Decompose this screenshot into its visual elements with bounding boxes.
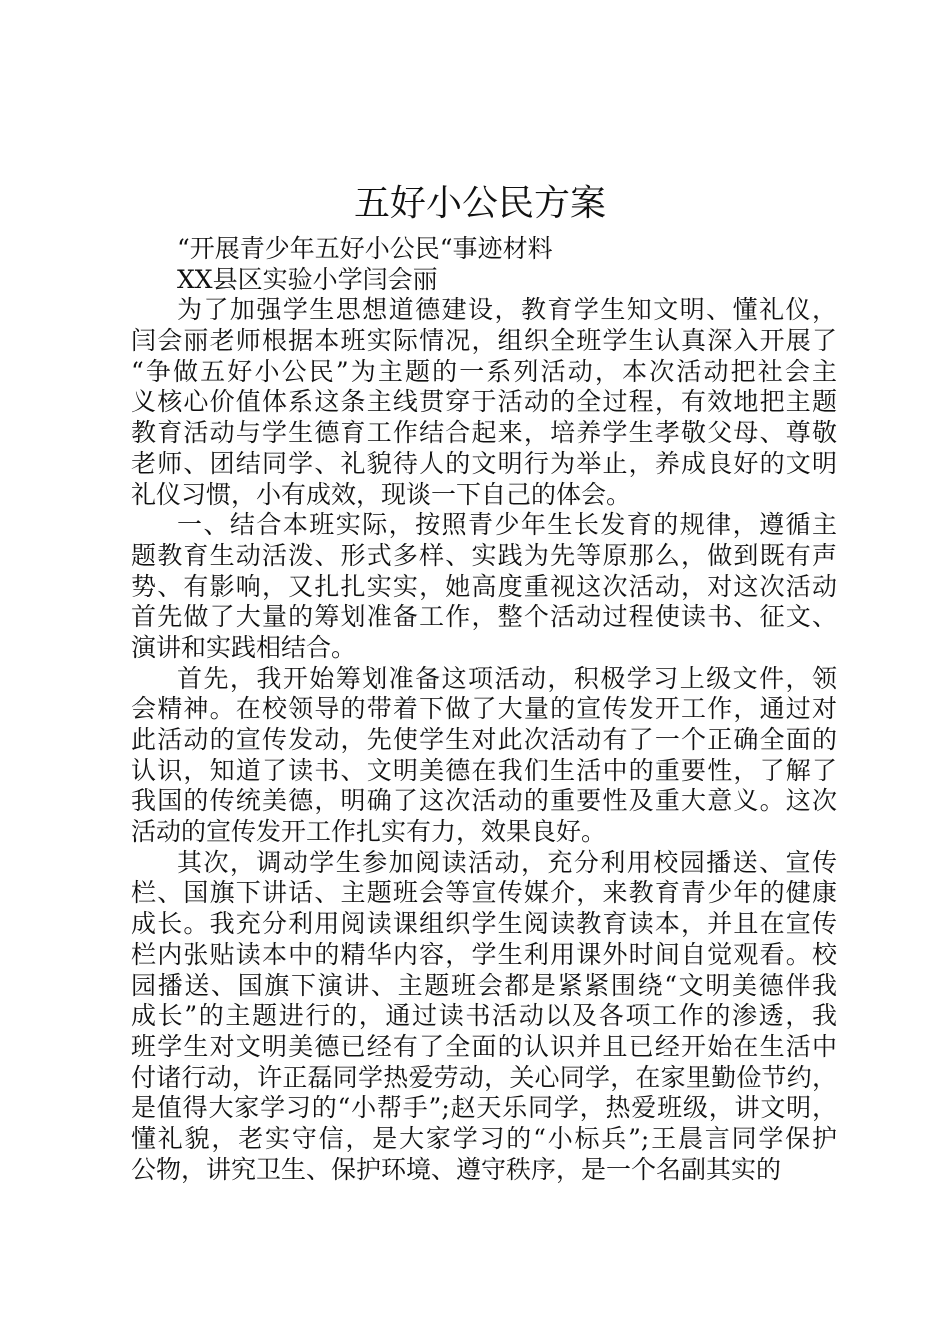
text-line: 付诸行动，许正磊同学热爱劳动，关心同学，在家里勤俭节约， bbox=[131, 1062, 837, 1092]
text-line: 懂礼貌，老实守信，是大家学习的“小标兵”;王晨言同学保护 bbox=[131, 1123, 837, 1153]
text-line: 演讲和实践相结合。 bbox=[131, 632, 357, 662]
text-line: 是值得大家学习的“小帮手”;赵天乐同学，热爱班级，讲文明， bbox=[131, 1093, 837, 1123]
author-line: XX县区实验小学闫会丽 bbox=[177, 264, 438, 294]
text-line: 我国的传统美德，明确了这次活动的重要性及重大意义。这次 bbox=[131, 786, 837, 816]
text-line: 教育活动与学生德育工作结合起来，培养学生孝敬父母、尊敬 bbox=[131, 418, 837, 448]
text-line: 认识，知道了读书、文明美德在我们生活中的重要性，了解了 bbox=[131, 755, 837, 785]
text-line: 会精神。在校领导的带着下做了大量的宣传发开工作，通过对 bbox=[131, 694, 837, 724]
text-line: 公物，讲究卫生、保护环境、遵守秩序，是一个名副其实的 bbox=[131, 1154, 782, 1184]
text-line: 为了加强学生思想道德建设，教育学生知文明、懂礼仪， bbox=[177, 295, 837, 325]
text-line: 成长。我充分利用阅读课组织学生阅读教育读本，并且在宣传 bbox=[131, 909, 837, 939]
text-line: 势、有影响，又扎扎实实，她高度重视这次活动，对这次活动 bbox=[131, 571, 837, 601]
text-line: 题教育生动活泼、形式多样、实践为先等原那么，做到既有声 bbox=[131, 540, 837, 570]
document-body bbox=[131, 234, 837, 1185]
text-line: 其次，调动学生参加阅读活动，充分利用校园播送、宣传 bbox=[177, 847, 837, 877]
text-line: 栏、国旗下讲话、主题班会等宣传媒介，来教育青少年的健康 bbox=[131, 878, 837, 908]
subtitle-line: “开展青少年五好小公民“事迹材料 bbox=[177, 234, 553, 263]
text-line: 首先做了大量的筹划准备工作，整个活动过程使读书、征文、 bbox=[131, 602, 837, 632]
text-line: 班学生对文明美德已经有了全面的认识并且已经开始在生活中 bbox=[131, 1031, 837, 1061]
text-line: 成长”的主题进行的，通过读书活动以及各项工作的渗透，我 bbox=[131, 1001, 837, 1031]
text-line: 此活动的宣传发动，先使学生对此次活动有了一个正确全面的 bbox=[131, 725, 837, 754]
text-line: 义核心价值体系这条主线贯穿于活动的全过程，有效地把主题 bbox=[131, 387, 837, 417]
text-line: 园播送、国旗下演讲、主题班会都是紧紧围绕“文明美德伴我 bbox=[131, 970, 837, 1000]
text-line: 活动的宣传发开工作扎实有力，效果良好。 bbox=[131, 817, 607, 847]
text-line: “争做五好小公民”为主题的一系列活动，本次活动把社会主 bbox=[131, 356, 837, 386]
text-line: 一、结合本班实际，按照青少年生长发育的规律，遵循主 bbox=[177, 510, 837, 540]
document-title: 五好小公民方案 bbox=[353, 183, 606, 224]
text-line: 首先，我开始筹划准备这项活动，积极学习上级文件，领 bbox=[177, 663, 837, 693]
text-line: 栏内张贴读本中的精华内容，学生利用课外时间自觉观看。校 bbox=[131, 939, 837, 969]
text-line: 礼仪习惯，小有成效，现谈一下自己的体会。 bbox=[131, 479, 632, 509]
text-line: 闫会丽老师根据本班实际情况，组织全班学生认真深入开展了 bbox=[131, 326, 837, 356]
text-line: 老师、团结同学、礼貌待人的文明行为举止，养成良好的文明 bbox=[131, 448, 837, 478]
